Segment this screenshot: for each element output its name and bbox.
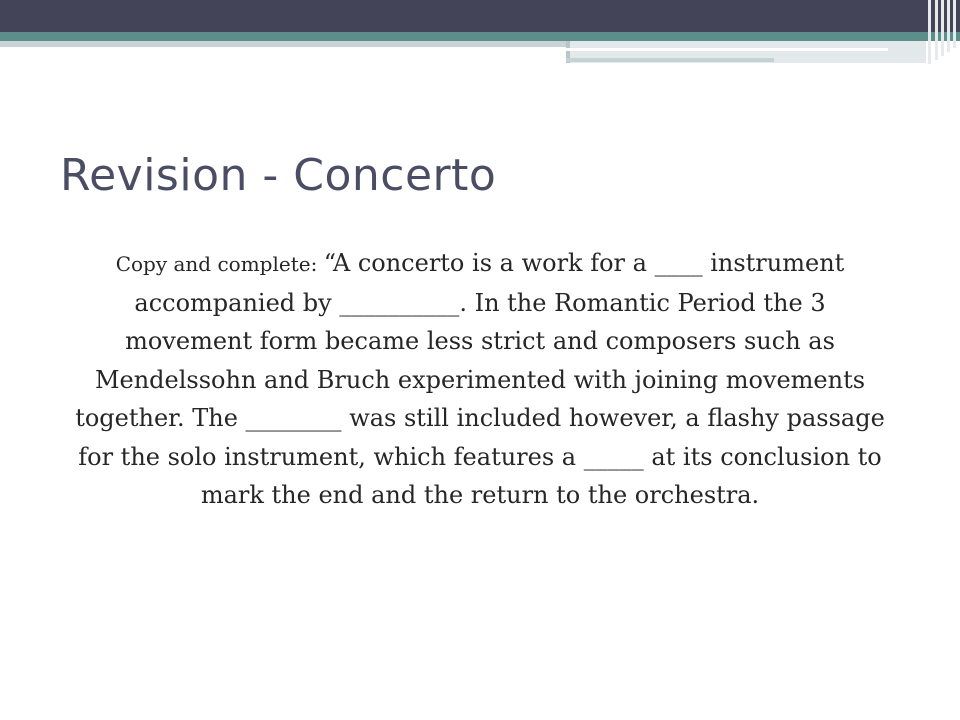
decorative-vertical-stripe xyxy=(928,0,931,64)
body-lead-in: Copy and complete: xyxy=(115,252,324,276)
decorative-vertical-stripe xyxy=(953,0,956,48)
header-bar xyxy=(0,0,960,32)
decorative-line-white xyxy=(566,48,888,51)
body-paragraph: “A concerto is a work for a ____ instrument accompanied by __________. In the Romantic Period the 3 movement form became less strict and composers such as Mendelssohn and Bruch experimented with joining movements together. The ________ was still included however, a flashy passage for the solo instrument, which features a _____ at its conclusion to mark the end and the return to the orchestra. xyxy=(75,249,885,509)
slide-title: Revision - Concerto xyxy=(60,150,497,201)
accent-bar xyxy=(0,32,960,41)
decorative-vertical-stripe xyxy=(941,0,944,56)
decorative-vertical-stripe xyxy=(935,0,938,60)
decorative-strip-left xyxy=(0,41,566,47)
decorative-line-grey xyxy=(566,58,774,62)
decorative-vertical-stripe xyxy=(947,0,950,52)
slide-body xyxy=(70,244,890,515)
